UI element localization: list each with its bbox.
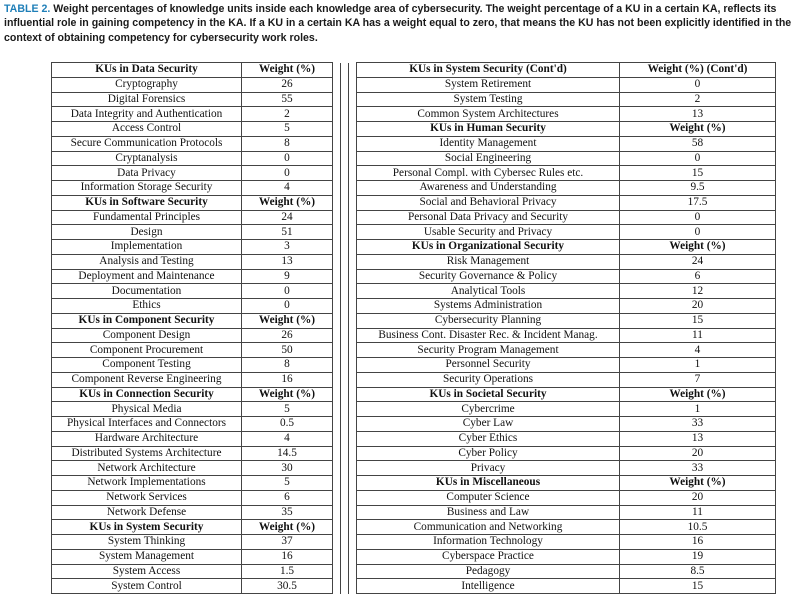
ku-name-cell: System Thinking: [52, 535, 242, 550]
table-row: [52, 195, 776, 210]
column-separator: [349, 402, 357, 417]
column-separator: [341, 431, 349, 446]
column-separator: [341, 535, 349, 550]
ku-weight-cell: 0: [242, 166, 333, 181]
ka-header-cell: KUs in Data Security: [52, 63, 242, 78]
ku-weight-cell: 13: [242, 254, 333, 269]
column-separator: [341, 579, 349, 594]
ku-weight-cell: 0.5: [242, 417, 333, 432]
ku-name-cell: Deployment and Maintenance: [52, 269, 242, 284]
ku-name-cell: Physical Interfaces and Connectors: [52, 417, 242, 432]
column-separator: [333, 476, 341, 491]
ku-name-cell: Privacy: [357, 461, 620, 476]
ku-name-cell: Security Program Management: [357, 343, 620, 358]
table-row: [52, 579, 776, 594]
column-separator: [341, 181, 349, 196]
column-separator: [349, 520, 357, 535]
ku-name-cell: Security Operations: [357, 372, 620, 387]
ku-weight-cell: 16: [242, 372, 333, 387]
column-separator: [333, 579, 341, 594]
column-separator: [349, 313, 357, 328]
column-separator: [349, 210, 357, 225]
ku-name-cell: Cybercrime: [357, 402, 620, 417]
ku-weight-cell: 16: [620, 535, 776, 550]
table-row: [52, 402, 776, 417]
column-separator: [333, 122, 341, 137]
weight-header-cell: Weight (%): [242, 520, 333, 535]
ku-name-cell: Cryptanalysis: [52, 151, 242, 166]
ku-weight-cell: 9.5: [620, 181, 776, 196]
table-row: [52, 225, 776, 240]
column-separator: [341, 254, 349, 269]
ku-weight-cell: 3: [242, 240, 333, 255]
ku-weight-cell: 9: [242, 269, 333, 284]
ku-weight-cell: 24: [620, 254, 776, 269]
table-row: [52, 535, 776, 550]
column-separator: [349, 122, 357, 137]
ku-weight-cell: 30.5: [242, 579, 333, 594]
column-separator: [341, 240, 349, 255]
weight-header-cell: Weight (%): [620, 476, 776, 491]
ku-name-cell: Analysis and Testing: [52, 254, 242, 269]
column-separator: [333, 372, 341, 387]
column-separator: [341, 210, 349, 225]
column-separator: [349, 490, 357, 505]
column-separator: [333, 490, 341, 505]
column-separator: [349, 431, 357, 446]
table-row: [52, 564, 776, 579]
column-separator: [341, 446, 349, 461]
column-separator: [349, 254, 357, 269]
table-row: [52, 77, 776, 92]
ku-name-cell: Intelligence: [357, 579, 620, 594]
ku-weight-cell: 15: [620, 313, 776, 328]
table-row: [52, 328, 776, 343]
column-separator: [341, 136, 349, 151]
ku-name-cell: Implementation: [52, 240, 242, 255]
table-row: [52, 166, 776, 181]
weight-header-cell: Weight (%): [620, 387, 776, 402]
ku-name-cell: System Management: [52, 549, 242, 564]
column-separator: [333, 387, 341, 402]
ku-name-cell: Business Cont. Disaster Rec. & Incident Manag.: [357, 328, 620, 343]
ku-weight-cell: 58: [620, 136, 776, 151]
ku-name-cell: Secure Communication Protocols: [52, 136, 242, 151]
column-separator: [333, 166, 341, 181]
column-separator: [349, 564, 357, 579]
weight-header-cell: Weight (%): [620, 122, 776, 137]
ku-name-cell: Data Privacy: [52, 166, 242, 181]
ka-header-cell: KUs in System Security (Cont'd): [357, 63, 620, 78]
table-row: [52, 92, 776, 107]
ku-weight-cell: 8: [242, 136, 333, 151]
ku-name-cell: Cybersecurity Planning: [357, 313, 620, 328]
column-separator: [349, 225, 357, 240]
column-separator: [349, 107, 357, 122]
table-body: [52, 63, 776, 594]
ka-header-cell: KUs in Organizational Security: [357, 240, 620, 255]
ku-name-cell: Cyberspace Practice: [357, 549, 620, 564]
ku-weight-cell: 0: [620, 225, 776, 240]
column-separator: [341, 476, 349, 491]
column-separator: [349, 387, 357, 402]
ku-weight-cell: 20: [620, 490, 776, 505]
ku-name-cell: Component Design: [52, 328, 242, 343]
ku-name-cell: Data Integrity and Authentication: [52, 107, 242, 122]
ku-weight-cell: 35: [242, 505, 333, 520]
ku-weight-cell: 2: [620, 92, 776, 107]
column-separator: [349, 299, 357, 314]
column-separator: [333, 461, 341, 476]
ku-name-cell: Social Engineering: [357, 151, 620, 166]
column-separator: [349, 446, 357, 461]
ku-weight-cell: 4: [242, 181, 333, 196]
column-separator: [341, 107, 349, 122]
ku-weight-cell: 6: [620, 269, 776, 284]
column-separator: [341, 520, 349, 535]
ku-weight-cell: 5: [242, 476, 333, 491]
column-separator: [333, 417, 341, 432]
column-separator: [349, 343, 357, 358]
column-separator: [349, 269, 357, 284]
column-separator: [333, 284, 341, 299]
ku-weight-cell: 0: [620, 210, 776, 225]
table-row: [52, 549, 776, 564]
column-separator: [333, 63, 341, 78]
weight-header-cell: Weight (%): [620, 240, 776, 255]
column-separator: [349, 358, 357, 373]
ku-name-cell: Identity Management: [357, 136, 620, 151]
ku-weight-cell: 0: [242, 299, 333, 314]
ku-name-cell: Cyber Ethics: [357, 431, 620, 446]
ku-name-cell: Documentation: [52, 284, 242, 299]
column-separator: [341, 151, 349, 166]
ka-header-cell: KUs in Connection Security: [52, 387, 242, 402]
table-row: [52, 151, 776, 166]
ku-weight-cell: 33: [620, 417, 776, 432]
ku-name-cell: Personal Data Privacy and Security: [357, 210, 620, 225]
ku-weight-cell: 17.5: [620, 195, 776, 210]
column-separator: [333, 549, 341, 564]
ka-header-cell: KUs in Component Security: [52, 313, 242, 328]
ku-name-cell: Cryptography: [52, 77, 242, 92]
column-separator: [333, 358, 341, 373]
column-separator: [341, 372, 349, 387]
table-row: [52, 417, 776, 432]
ku-weight-cell: 20: [620, 446, 776, 461]
column-separator: [349, 136, 357, 151]
ku-name-cell: Distributed Systems Architecture: [52, 446, 242, 461]
ka-header-cell: KUs in Software Security: [52, 195, 242, 210]
column-separator: [341, 358, 349, 373]
ku-name-cell: System Testing: [357, 92, 620, 107]
ku-name-cell: Business and Law: [357, 505, 620, 520]
ku-name-cell: Physical Media: [52, 402, 242, 417]
column-separator: [333, 299, 341, 314]
ku-weight-cell: 11: [620, 505, 776, 520]
column-separator: [341, 402, 349, 417]
table-row: [52, 254, 776, 269]
table-row: [52, 343, 776, 358]
ku-weight-cell: 0: [620, 151, 776, 166]
table-row: [52, 446, 776, 461]
ku-name-cell: Usable Security and Privacy: [357, 225, 620, 240]
ku-name-cell: Social and Behavioral Privacy: [357, 195, 620, 210]
ku-weight-cell: 26: [242, 328, 333, 343]
column-separator: [341, 299, 349, 314]
column-separator: [333, 77, 341, 92]
ku-weight-cell: 8: [242, 358, 333, 373]
ku-weight-cell: 0: [620, 77, 776, 92]
ka-header-cell: KUs in System Security: [52, 520, 242, 535]
ku-weight-cell: 5: [242, 122, 333, 137]
ku-weight-cell: 15: [620, 579, 776, 594]
column-separator: [341, 225, 349, 240]
ku-name-cell: Analytical Tools: [357, 284, 620, 299]
column-separator: [333, 402, 341, 417]
column-separator: [333, 107, 341, 122]
ku-name-cell: Common System Architectures: [357, 107, 620, 122]
table-row: [52, 181, 776, 196]
ku-weight-cell: 16: [242, 549, 333, 564]
column-separator: [333, 210, 341, 225]
column-separator: [333, 151, 341, 166]
ku-weight-cell: 11: [620, 328, 776, 343]
column-separator: [333, 564, 341, 579]
table-row: [52, 358, 776, 373]
ku-weight-cell: 1: [620, 402, 776, 417]
ku-weight-cell: 14.5: [242, 446, 333, 461]
column-separator: [341, 549, 349, 564]
ku-name-cell: Ethics: [52, 299, 242, 314]
table-row: [52, 299, 776, 314]
table-row: [52, 313, 776, 328]
ku-name-cell: Component Testing: [52, 358, 242, 373]
column-separator: [349, 328, 357, 343]
table-row: [52, 240, 776, 255]
column-separator: [333, 195, 341, 210]
ku-weight-cell: 26: [242, 77, 333, 92]
ku-weight-cell: 1: [620, 358, 776, 373]
column-separator: [349, 476, 357, 491]
ku-name-cell: Cyber Policy: [357, 446, 620, 461]
ku-weights-table: [51, 62, 776, 594]
table-label: TABLE 2.: [4, 3, 51, 15]
ku-weight-cell: 1.5: [242, 564, 333, 579]
column-separator: [341, 564, 349, 579]
table-row: [52, 476, 776, 491]
ku-name-cell: Component Reverse Engineering: [52, 372, 242, 387]
column-separator: [349, 77, 357, 92]
table-row: [52, 284, 776, 299]
ku-name-cell: System Access: [52, 564, 242, 579]
ku-weight-cell: 4: [620, 343, 776, 358]
column-separator: [341, 505, 349, 520]
column-separator: [349, 63, 357, 78]
table-row: [52, 461, 776, 476]
column-separator: [333, 328, 341, 343]
ku-weight-cell: 15: [620, 166, 776, 181]
column-separator: [341, 490, 349, 505]
ku-weight-cell: 13: [620, 431, 776, 446]
ku-weight-cell: 10.5: [620, 520, 776, 535]
ku-name-cell: Pedagogy: [357, 564, 620, 579]
table-row: [52, 63, 776, 78]
weight-header-cell: Weight (%): [242, 387, 333, 402]
column-separator: [341, 122, 349, 137]
weight-header-cell: Weight (%): [242, 313, 333, 328]
ku-weight-cell: 50: [242, 343, 333, 358]
column-separator: [349, 240, 357, 255]
column-separator: [349, 92, 357, 107]
ku-name-cell: Network Architecture: [52, 461, 242, 476]
column-separator: [333, 313, 341, 328]
column-separator: [333, 343, 341, 358]
ku-weight-cell: 51: [242, 225, 333, 240]
ku-name-cell: Computer Science: [357, 490, 620, 505]
table-row: [52, 431, 776, 446]
ku-weight-cell: 19: [620, 549, 776, 564]
ku-name-cell: Information Technology: [357, 535, 620, 550]
ka-header-cell: KUs in Societal Security: [357, 387, 620, 402]
column-separator: [349, 535, 357, 550]
ku-name-cell: Design: [52, 225, 242, 240]
ku-name-cell: Cyber Law: [357, 417, 620, 432]
ka-header-cell: KUs in Miscellaneous: [357, 476, 620, 491]
ku-name-cell: Access Control: [52, 122, 242, 137]
ku-weight-cell: 0: [242, 284, 333, 299]
column-separator: [349, 579, 357, 594]
column-separator: [341, 343, 349, 358]
ku-name-cell: Security Governance & Policy: [357, 269, 620, 284]
ku-name-cell: Communication and Networking: [357, 520, 620, 535]
column-separator: [341, 269, 349, 284]
ku-name-cell: Personnel Security: [357, 358, 620, 373]
column-separator: [333, 240, 341, 255]
ku-name-cell: Awareness and Understanding: [357, 181, 620, 196]
table-row: [52, 372, 776, 387]
column-separator: [333, 520, 341, 535]
ku-name-cell: Component Procurement: [52, 343, 242, 358]
table-row: [52, 520, 776, 535]
caption-text: Weight percentages of knowledge units inside each knowledge area of cybersecurity. The weight percentage of a KU in a certain KA, reflects its influential role in gaining competency in the KA. If a KU in a certain KA has a weight equal to zero, that means the KU has not been explicitly identified in the context of obtaining competency for cybersecurity work roles.: [4, 3, 792, 44]
column-separator: [341, 328, 349, 343]
ku-weight-cell: 4: [242, 431, 333, 446]
column-separator: [349, 181, 357, 196]
column-separator: [341, 387, 349, 402]
ku-weight-cell: 8.5: [620, 564, 776, 579]
weight-header-cell: Weight (%): [242, 63, 333, 78]
ku-name-cell: Network Defense: [52, 505, 242, 520]
weight-header-cell: Weight (%) (Cont'd): [620, 63, 776, 78]
ku-weight-cell: 2: [242, 107, 333, 122]
column-separator: [333, 505, 341, 520]
column-separator: [349, 151, 357, 166]
column-separator: [341, 417, 349, 432]
table-row: [52, 269, 776, 284]
column-separator: [341, 166, 349, 181]
column-separator: [333, 431, 341, 446]
column-separator: [349, 417, 357, 432]
column-separator: [349, 461, 357, 476]
table-row: [52, 107, 776, 122]
column-separator: [333, 446, 341, 461]
column-separator: [341, 92, 349, 107]
ku-name-cell: Digital Forensics: [52, 92, 242, 107]
column-separator: [341, 461, 349, 476]
table-row: [52, 136, 776, 151]
column-separator: [333, 181, 341, 196]
ku-weight-cell: 20: [620, 299, 776, 314]
column-separator: [333, 535, 341, 550]
ku-weight-cell: 33: [620, 461, 776, 476]
ku-name-cell: System Retirement: [357, 77, 620, 92]
column-separator: [349, 195, 357, 210]
ku-weight-cell: 13: [620, 107, 776, 122]
table-row: [52, 505, 776, 520]
ku-name-cell: Systems Administration: [357, 299, 620, 314]
ka-header-cell: KUs in Human Security: [357, 122, 620, 137]
table-caption: [4, 2, 794, 45]
column-separator: [349, 166, 357, 181]
column-separator: [341, 313, 349, 328]
ku-name-cell: Hardware Architecture: [52, 431, 242, 446]
column-separator: [333, 136, 341, 151]
ku-name-cell: Network Implementations: [52, 476, 242, 491]
column-separator: [341, 63, 349, 78]
column-separator: [333, 92, 341, 107]
ku-weight-cell: 7: [620, 372, 776, 387]
ku-weight-cell: 5: [242, 402, 333, 417]
ku-name-cell: System Control: [52, 579, 242, 594]
ku-weight-cell: 37: [242, 535, 333, 550]
table-row: [52, 210, 776, 225]
ku-name-cell: Risk Management: [357, 254, 620, 269]
column-separator: [349, 505, 357, 520]
ku-name-cell: Information Storage Security: [52, 181, 242, 196]
table-row: [52, 387, 776, 402]
column-separator: [341, 77, 349, 92]
table-row: [52, 490, 776, 505]
column-separator: [349, 549, 357, 564]
weight-header-cell: Weight (%): [242, 195, 333, 210]
ku-weight-cell: 55: [242, 92, 333, 107]
column-separator: [333, 225, 341, 240]
column-separator: [333, 254, 341, 269]
ku-weight-cell: 12: [620, 284, 776, 299]
ku-name-cell: Fundamental Principles: [52, 210, 242, 225]
column-separator: [349, 284, 357, 299]
column-separator: [341, 195, 349, 210]
ku-weight-cell: 30: [242, 461, 333, 476]
ku-weight-cell: 24: [242, 210, 333, 225]
ku-weight-cell: 0: [242, 151, 333, 166]
column-separator: [341, 284, 349, 299]
column-separator: [333, 269, 341, 284]
table-row: [52, 122, 776, 137]
ku-name-cell: Personal Compl. with Cybersec Rules etc.: [357, 166, 620, 181]
ku-weight-cell: 6: [242, 490, 333, 505]
ku-name-cell: Network Services: [52, 490, 242, 505]
column-separator: [349, 372, 357, 387]
